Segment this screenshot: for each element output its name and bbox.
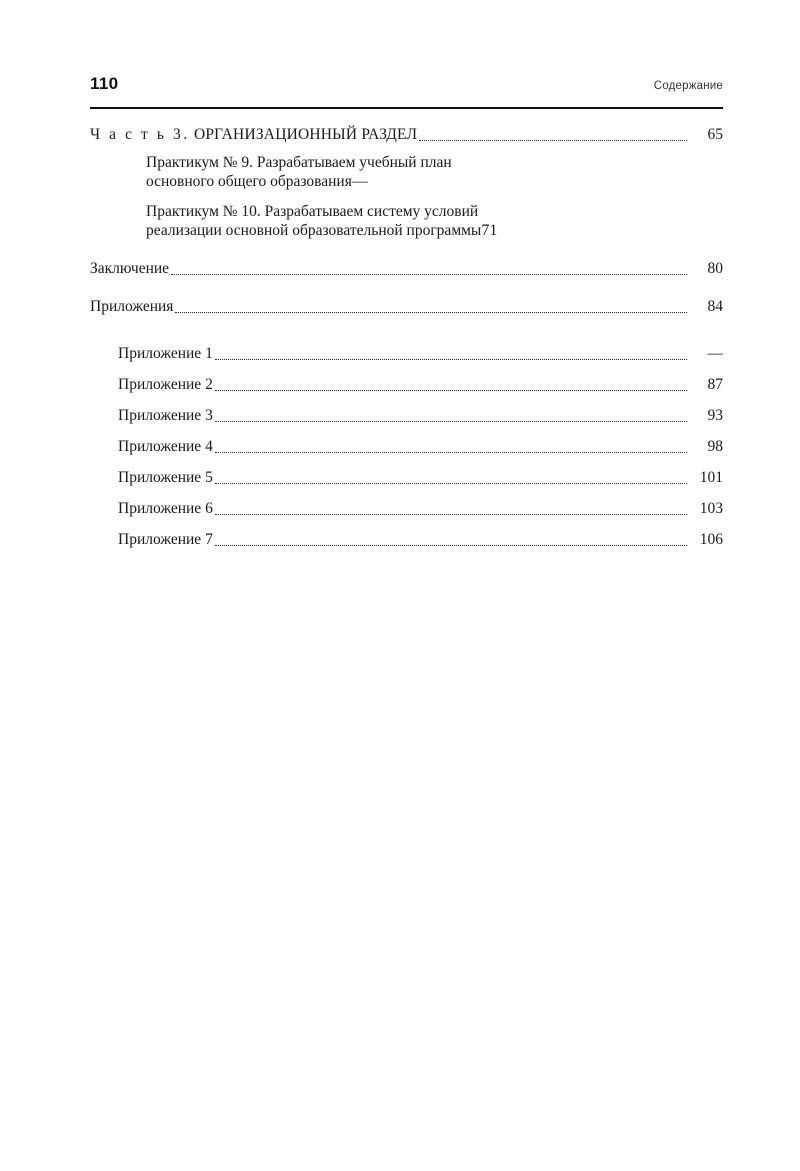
toc-part-title: ОРГАНИЗАЦИОННЫЙ РАЗДЕЛ (189, 126, 418, 143)
table-of-contents (90, 122, 723, 549)
toc-entry-page: 103 (699, 499, 723, 517)
toc-entry-page: 106 (699, 530, 723, 548)
leader-dots (419, 139, 687, 141)
toc-entry-appendix-4[interactable] (118, 438, 723, 456)
toc-entry-page: — (351, 172, 368, 190)
toc-entry-page: 101 (699, 468, 723, 486)
toc-entry-page: — (707, 344, 723, 362)
leader-dots (215, 358, 687, 360)
toc-entry-page: 84 (707, 297, 723, 315)
toc-entry-line2: основного общего образования (146, 172, 352, 190)
toc-entry-page: 87 (707, 375, 723, 393)
leader-dots (175, 311, 687, 313)
toc-entry-page: 98 (707, 437, 723, 455)
toc-entry-label: Приложение 1 (118, 344, 213, 362)
leader-dots (215, 544, 687, 546)
toc-part-number: Ч а с т ь 3. (90, 126, 190, 143)
toc-entry-part[interactable] (90, 126, 723, 144)
toc-entry-appendices[interactable] (90, 298, 723, 316)
toc-entry-label: Приложение 2 (118, 375, 213, 393)
page-number: 110 (90, 74, 119, 93)
leader-dots (171, 273, 687, 275)
spacer (90, 320, 723, 332)
running-title: Содержание (653, 80, 723, 92)
toc-entry-page: 65 (707, 126, 723, 143)
toc-entry-conclusion[interactable] (90, 260, 723, 278)
toc-entry-appendix-3[interactable] (118, 407, 723, 425)
toc-entry-label: Приложение 4 (118, 437, 213, 455)
toc-entry-page: 71 (481, 221, 498, 239)
toc-entry-line1: Практикум № 9. Разрабатываем учебный план (146, 154, 452, 171)
toc-entry-label: Приложение 6 (118, 499, 213, 517)
toc-entry-appendix-7[interactable] (118, 531, 723, 549)
toc-entry-appendix-5[interactable] (118, 469, 723, 487)
toc-entry-practicum-9[interactable] (146, 153, 723, 191)
header-rule (90, 107, 723, 109)
toc-entry-label (90, 126, 417, 144)
toc-entry-appendix-2[interactable] (118, 376, 723, 394)
toc-entry-page: 80 (707, 259, 723, 277)
leader-dots (215, 389, 687, 391)
leader-dots (215, 451, 687, 453)
running-head (90, 74, 723, 94)
leader-dots (215, 482, 687, 484)
toc-entry-label: Приложения (90, 297, 174, 315)
leader-dots (215, 513, 687, 515)
toc-entry-label: Приложение 5 (118, 468, 213, 486)
toc-entry-appendix-1[interactable] (118, 345, 723, 363)
toc-entry-label: Заключение (90, 259, 170, 277)
toc-entry-page: 93 (707, 406, 723, 424)
leader-dots (215, 420, 687, 422)
toc-entry-line2: реализации основной образовательной программы (146, 221, 482, 239)
toc-entry-practicum-10[interactable] (146, 202, 723, 240)
toc-entry-label: Приложение 7 (118, 530, 213, 548)
toc-entry-label: Приложение 3 (118, 406, 213, 424)
toc-entry-appendix-6[interactable] (118, 500, 723, 518)
toc-entry-line1: Практикум № 10. Разрабатываем систему условий (146, 202, 479, 220)
